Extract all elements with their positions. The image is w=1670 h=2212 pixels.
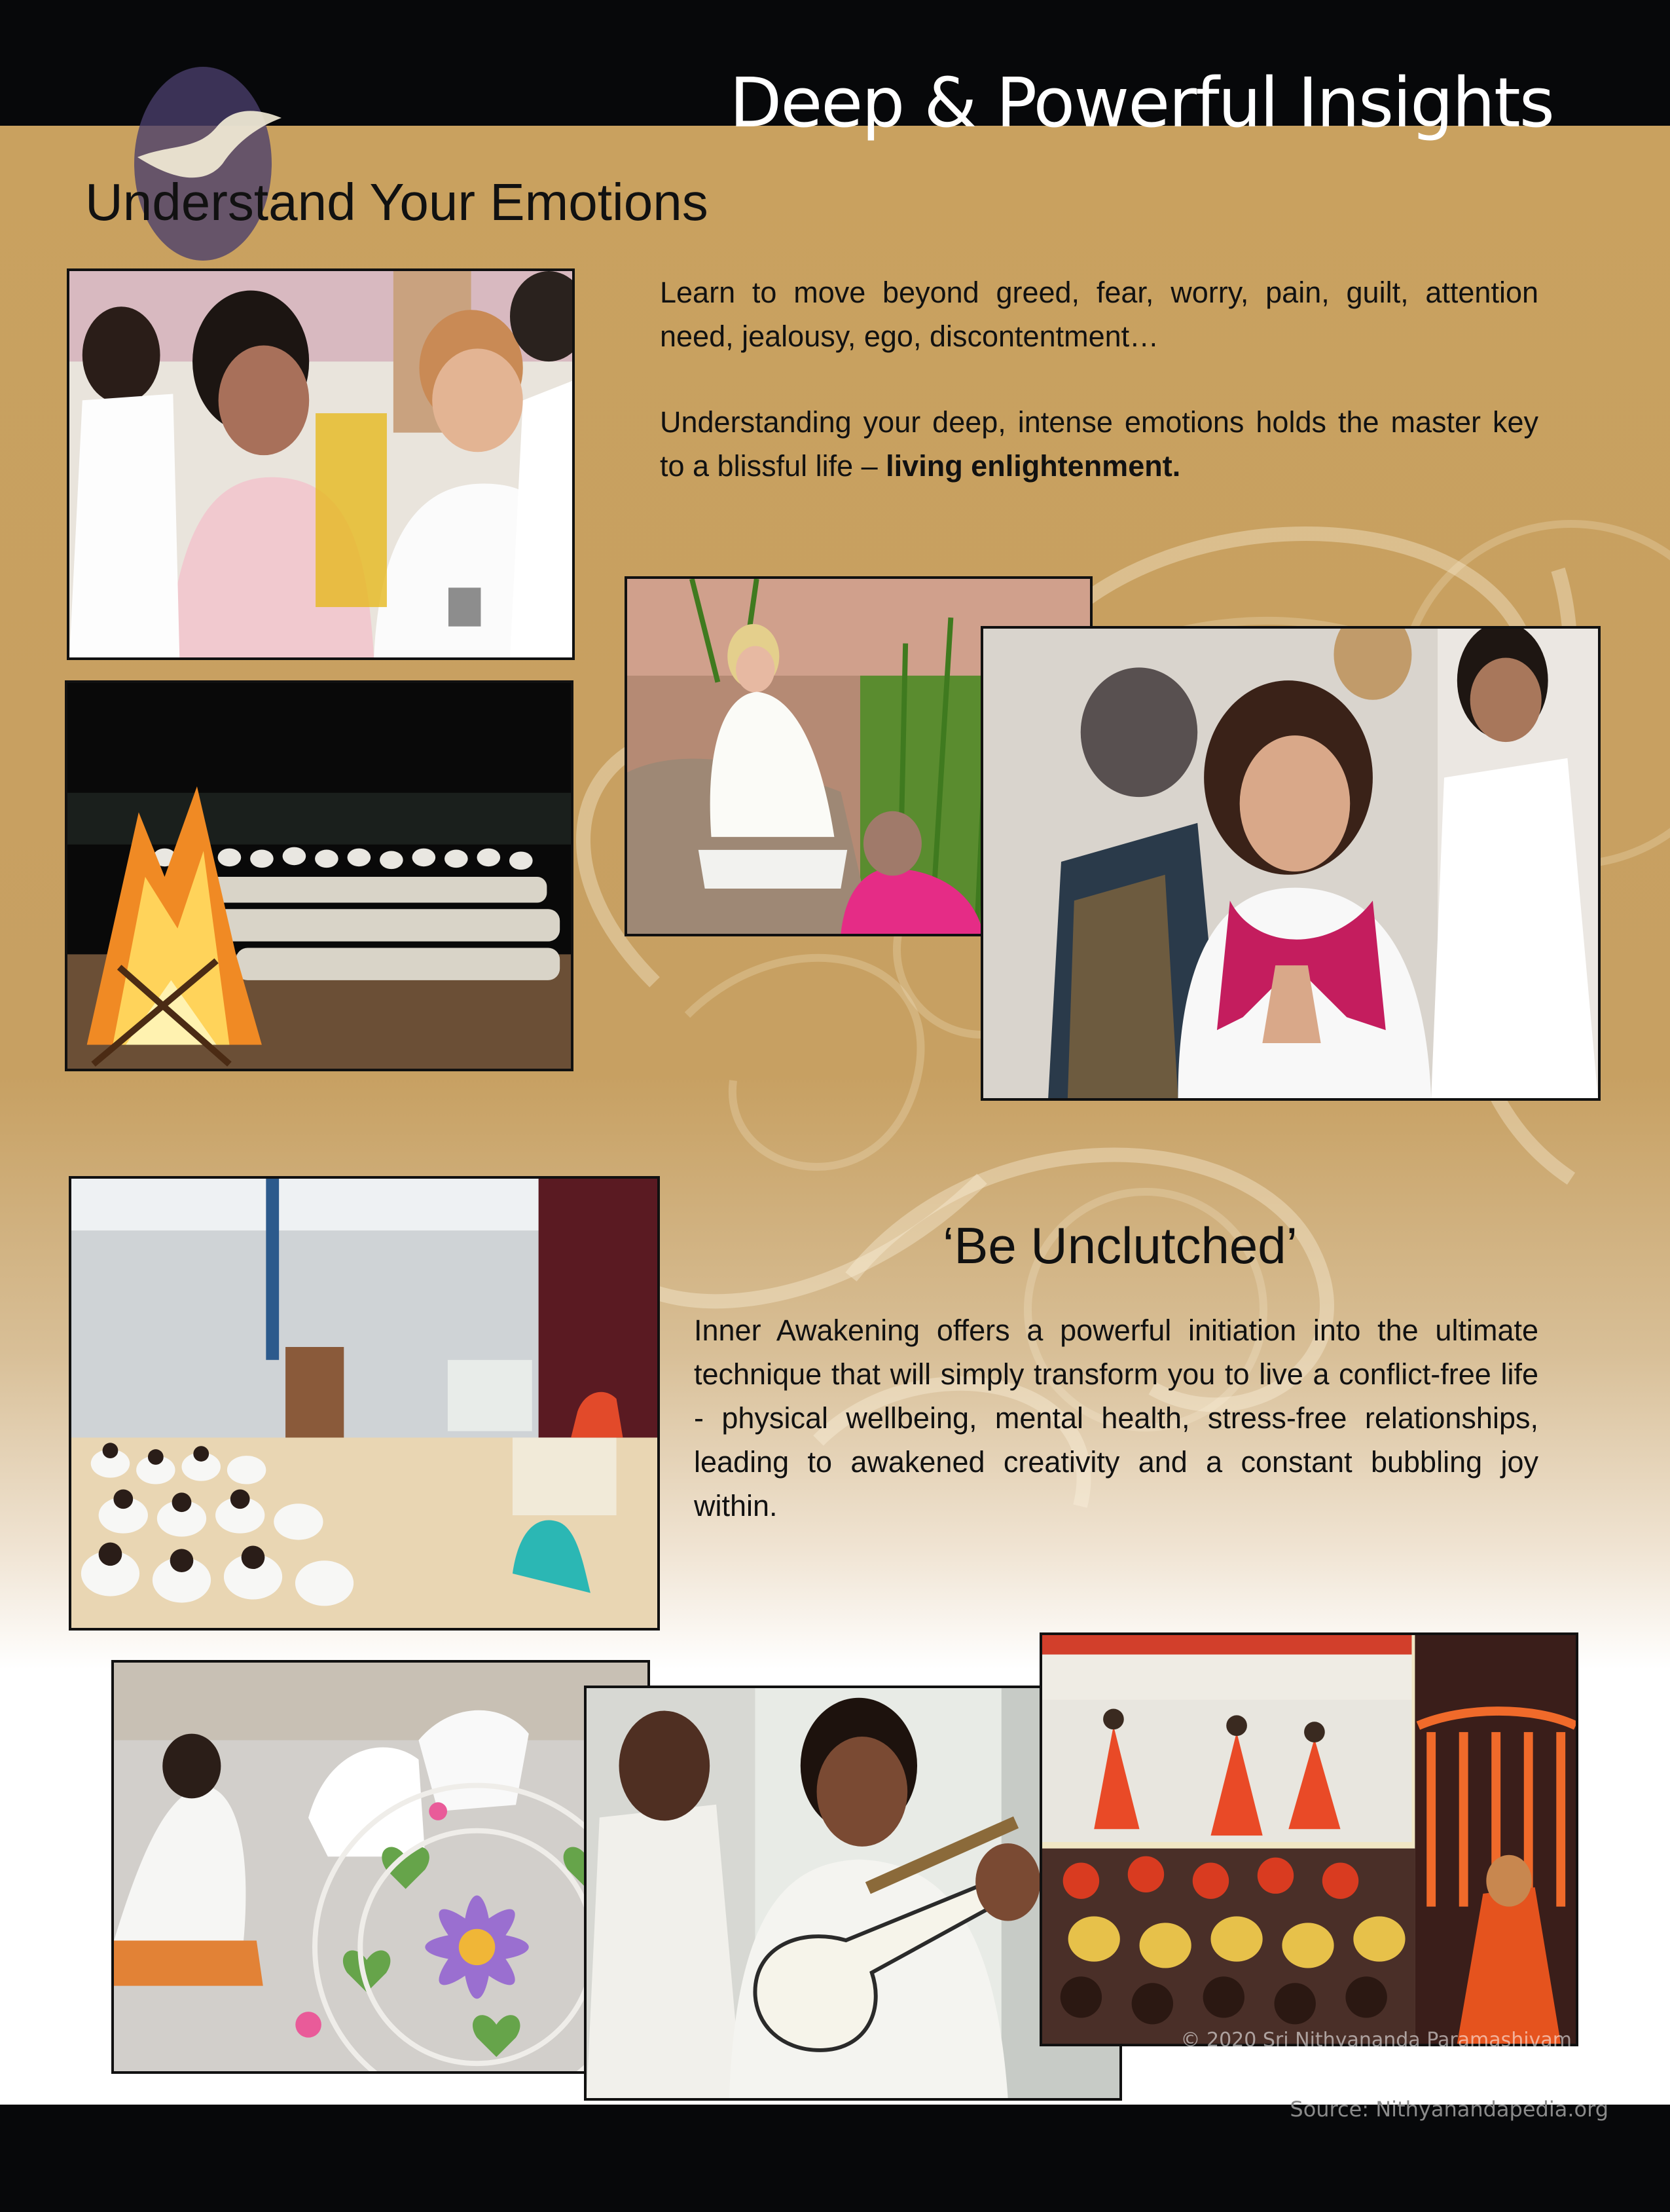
photo-rangoli-drawing [111, 1660, 650, 2074]
source-credit: Source: Nithyanandapedia.org [1290, 2097, 1608, 2122]
photo-dance-celebration [1040, 1632, 1578, 2046]
photo-woman-praying [981, 626, 1601, 1101]
section-title-unclutched: ‘Be Unclutched’ [943, 1217, 1298, 1274]
emotions-text [660, 270, 1538, 488]
photo-classroom-hall [69, 1176, 660, 1631]
unclutched-paragraph: Inner Awakening offers a powerful initiation into the ultimate technique that will simply transform you to live a conflict-free life - physical wellbeing, mental health, stress-free relationships, leading to awakened creativity and a constant bubbling joy within. [694, 1314, 1538, 1522]
copyright-text: © 2020 Sri Nithyananda Paramashivam [1180, 2029, 1572, 2052]
unclutched-text [694, 1308, 1538, 1528]
emotions-paragraph-2-text: Understanding your deep, intense emotions holds the master key to a blissful life – [660, 405, 1538, 483]
section-title-emotions: Understand Your Emotions [85, 173, 708, 231]
photo-women-laughing [67, 268, 575, 660]
emotions-paragraph-1: Learn to move beyond greed, fear, worry, pain, guilt, attention need, jealousy, ego, discontentment… [660, 276, 1538, 353]
living-enlightenment-bold: living enlightenment. [886, 449, 1181, 483]
page-header-title: Deep & Powerful Insights [729, 63, 1553, 143]
dove-logo-icon [124, 65, 281, 262]
photo-bonfire-gathering [65, 680, 573, 1071]
emotions-paragraph-2 [660, 400, 1538, 488]
